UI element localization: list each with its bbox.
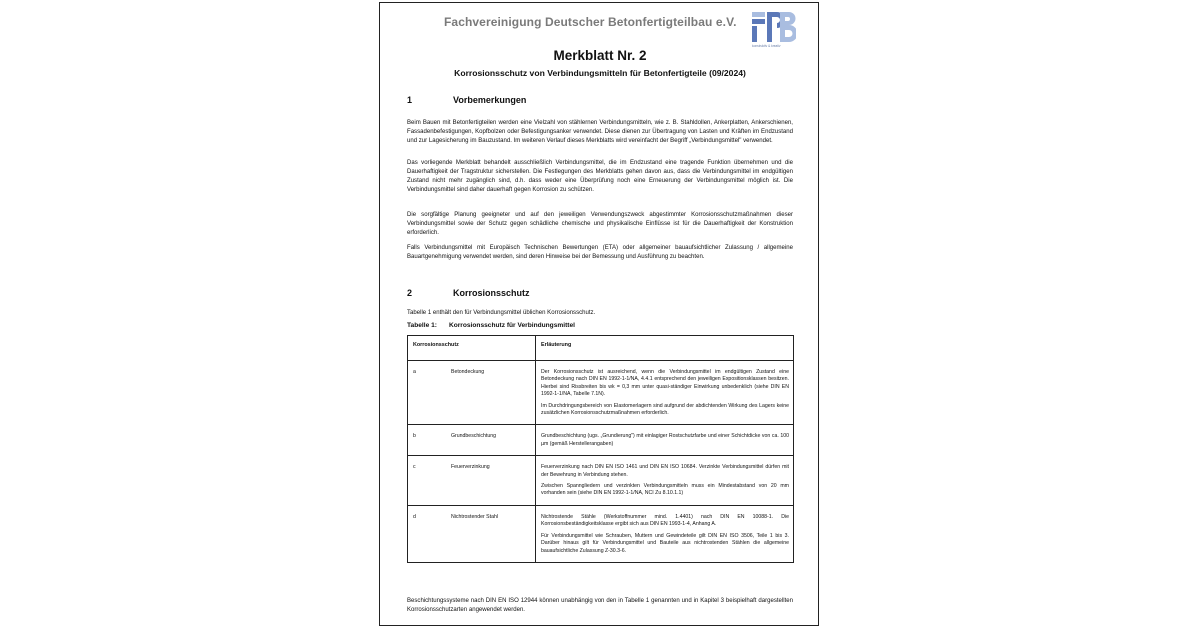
section-1-paragraph-2: Das vorliegende Merkblatt behandelt ausschließlich Verbindungsmittel, die im Endzustand eine tragende Funktion übernehmen und die Dauerhaftigkeit der Tragstruktur sicherstellen. Die Festlegungen des Merkblatts gehen davon aus, dass die Verbindungsmittel im endgültigen Zustand nicht mehr zugänglich sind, d.h. dass weder eine Überprüfung noch eine Erneuerung der Verbindungsmittel möglich ist. Die Verbindungsmittel sind daher dauerhaft gegen Korrosion zu schützen. [407,160,793,193]
logo-caption: konstruktiv & kreativ [752,44,781,48]
description-paragraph: Zwischen Spanngliedern und verzinkten Verbindungsmitteln muss ein Mindestabstand von 20 mm vorhanden sein (siehe DIN EN 1992-1-1/NA, NCI Zu 8.10.1.1) [541,483,789,497]
section-2-intro: Tabelle 1 enthält den für Verbindungsmittel üblichen Korrosionsschutz. [407,310,596,316]
corrosion-protection-table [407,335,794,563]
fdb-logo [750,10,796,44]
row-key: d [408,505,448,562]
description-paragraph: Nichtrostende Stähle (Werkstoffnummer mind. 1.4401) nach DIN EN 10088-1. Die Korrosionsbeständigkeitsklasse ergibt sich aus DIN EN 1993-1-4, Anhang A. [541,513,789,528]
row-description [536,361,794,425]
table-row [408,361,794,425]
description-paragraph: Für Verbindungsmittel wie Schrauben, Muttern und Gewindeteile gilt DIN EN ISO 3506, Teile 1 bis 3. Darüber hinaus gilt für Verbindungsmittel und Bauteile aus nichtrostenden Stählen die allgemeine bauaufsichtliche Zulassung Z-30.3-6. [541,532,789,554]
row-key: c [408,456,448,506]
table-title: Korrosionsschutz für Verbindungsmittel [448,322,575,329]
section-1-paragraph-3: Die sorgfältige Planung geeigneter und auf den jeweiligen Verwendungszweck abgestimmter Korrosionsschutzmaßnahmen dieser Verbindungsmittel sowie der Schutz gegen schädliche chemische und physikalische Einflüsse ist für die Dauerhaftigkeit der Konstruktion erforderlich. [407,212,793,236]
description-paragraph: Feuerverzinkung nach DIN EN ISO 1461 und DIN EN ISO 10684. Verzinkte Verbindungsmittel dürfen mit der Bewehrung in Verbindung stehen. [541,464,789,478]
row-key: a [408,361,448,425]
header-erlaeuterung: Erläuterung [536,336,794,361]
table-caption [407,322,575,329]
organization-name: Fachvereinigung Deutscher Betonfertigteilbau e.V. [444,15,737,29]
table-row [408,456,794,506]
document-page [379,2,819,626]
section-1-paragraph-4: Falls Verbindungsmittel mit Europäisch Technischen Bewertungen (ETA) oder allgemeiner bauaufsichtlicher Zulassung / allgemeine Bauartgenehmigung verwendet werden, sind deren Hinweise bei der Bemessung und Ausführung zu beachten. [407,245,793,260]
section-2-number: 2 [407,288,413,298]
row-name: Betondeckung [447,361,536,425]
header-korrosionsschutz: Korrosionsschutz [408,336,536,361]
section-2-title: Korrosionsschutz [453,288,530,298]
section-1-paragraph-1: Beim Bauen mit Betonfertigteilen werden eine Vielzahl von stählernen Verbindungsmitteln, wie z. B. Stahldollen, Ankerplatten, Ankerschienen, Fassadenbefestigungen, Kopfbolzen oder Befestigungsanker verwendet. Diese dienen zur Übertragung von Lasten und Kräften im Endzustand und zur Lagesicherung im Bauzustand. Im weiteren Verlauf dieses Merkblatts wird vereinfacht der Begriff „Verbindungsmittel" verwendet. [407,120,793,144]
document-subtitle: Korrosionsschutz von Verbindungsmitteln für Betonfertigteile (09/2024) [454,68,746,78]
after-table-paragraph: Beschichtungssysteme nach DIN EN ISO 12944 können unabhängig von den in Tabelle 1 genannten und in Kapitel 3 beispielhaft dargestellten Korrosionsschutzarten angewendet werden. [407,598,793,613]
table-row [408,505,794,562]
row-description [536,505,794,562]
description-paragraph: Im Durchdringungsbereich von Elastomerlagern sind aufgrund der abdichtenden Wirkung des Lagers keine zusätzlichen Korrosionsschutzmaßnahmen erforderlich. [541,402,789,417]
row-description [536,425,794,456]
description-paragraph: Der Korrosionsschutz ist ausreichend, wenn die Verbindungsmittel im endgültigen Zustand eine Betondeckung nach DIN EN 1992-1-1/NA, 4.4.1 entsprechend den jeweiligen Expositionsklassen besitzen. Hierbei sind Rissbreiten bis wk = 0,3 mm unter quasi-ständiger Einwirkung unbedenklich (siehe DIN EN 1992-1-1/NA, Tabelle 7.1N). [541,369,789,398]
row-name: Nichtrostender Stahl [447,505,536,562]
description-paragraph: Grundbeschichtung (ugs. „Grundierung") mit einlagiger Rostschutzfarbe und einer Schichtdicke von ca. 100 µm (gemäß Herstellerangaben) [541,433,789,447]
table-header-row [408,336,794,361]
section-1-number: 1 [407,95,413,105]
section-1-title: Vorbemerkungen [453,95,527,105]
row-key: b [408,425,448,456]
table-label: Tabelle 1: [407,322,437,329]
table-row [408,425,794,456]
document-title: Merkblatt Nr. 2 [553,48,647,63]
row-name: Feuerverzinkung [447,456,536,506]
row-name: Grundbeschichtung [447,425,536,456]
row-description [536,456,794,506]
